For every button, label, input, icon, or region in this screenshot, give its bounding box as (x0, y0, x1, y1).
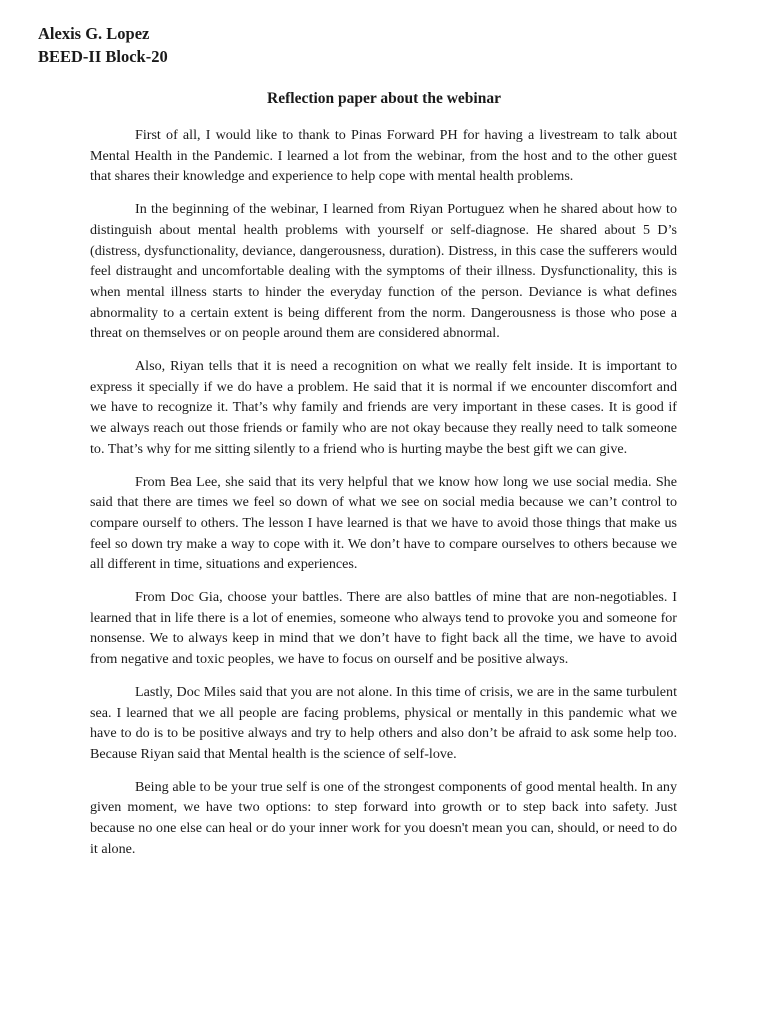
paragraph-conclusion: Being able to be your true self is one of the strongest components of good mental health. In any given moment, we have two options: to step forward into growth or to step back into safety. Just because no one else can heal or do your inner work for you doesn't mean you can, should, or need to do it alone. (90, 778, 677, 857)
class-section: BEED-II Block-20 (38, 47, 168, 66)
author-block (38, 22, 168, 68)
paragraph-riyan-recognition: Also, Riyan tells that it is need a recognition on what we really felt inside. It is important to express it specially if we do have a problem. He said that it is normal if we encounter discomfort and we have to recognize it. That’s why family and friends are very important in these cases. It is good if we always reach out those friends or family who are not okay because they really need to talk someone to. That’s why for me sitting silently to a friend who is hurting maybe the best gift we can give. (90, 358, 677, 457)
paragraph-doc-miles: Lastly, Doc Miles said that you are not alone. In this time of crisis, we are in the same turbulent sea. I learned that we all people are facing problems, physical or mentally in this pandemic what we have to do is to be positive always and try to help others and also don’t be afraid to ask some help too. Because Riyan said that Mental health is the science of self-love. (90, 683, 677, 762)
paragraph-intro: First of all, I would like to thank to Pinas Forward PH for having a livestream to talk about Mental Health in the Pandemic. I learned a lot from the webinar, from the host and to the other guest that shares their knowledge and experience to help cope with mental health problems. (90, 127, 677, 185)
document-title: Reflection paper about the webinar (267, 90, 501, 107)
author-name: Alexis G. Lopez (38, 24, 150, 43)
paragraph-bea-lee: From Bea Lee, she said that its very helpful that we know how long we use social media. She said that there are times we feel so down of what we see on social media because we can’t control to compare ourself to others. The lesson I have learned is that we have to avoid those things that make us feel so down try make a way to cope with it. We don’t have to compare ourselves to others because we all different in time, situations and experiences. (90, 473, 677, 573)
document-body (90, 125, 677, 872)
paragraph-doc-gia: From Doc Gia, choose your battles. There are also battles of mine that are non-negotiables. I learned that in life there is a lot of enemies, someone who always tend to provoke you and someone for nonsense. We to always keep in mind that we don’t have to fight back all the time, we have to avoid from negative and toxic peoples, we have to focus on ourself and be positive always. (90, 589, 677, 668)
paragraph-riyan-5ds: In the beginning of the webinar, I learned from Riyan Portuguez when he shared about how to distinguish about mental health problems with yourself or self-diagnose. He shared about 5 D’s (distress, dysfunctionality, deviance, dangerousness, duration). Distress, in this case the sufferers would feel distraught and uncomfortable dealing with the symptoms of their illness. Dysfunctionality, this is when mental illness starts to hinder the everyday function of the person. Deviance is what defines abnormality to a certain extent is being different from the norm. Dangerousness is those who pose a threat on themselves or on people around them are considered abnormal. (90, 201, 677, 342)
